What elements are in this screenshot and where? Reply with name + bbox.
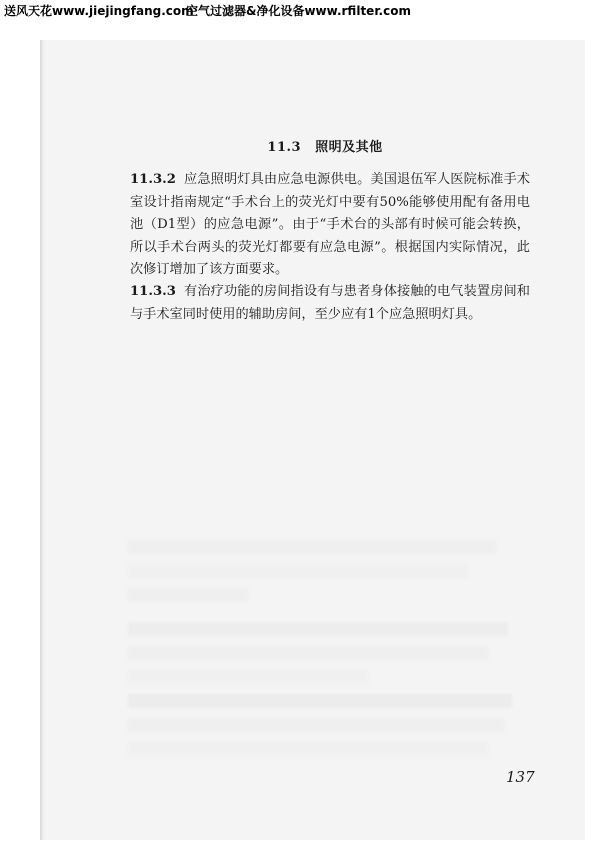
header-right-link[interactable]: 空气过滤器&净化设备www.rfilter.com (186, 4, 411, 18)
clause-text: 有治疗功能的房间指设有与患者身体接触的电气装置房间和与手术室同时使用的辅助房间，至少应有1个应急照明灯具。 (130, 284, 530, 322)
watermark-header (0, 0, 600, 18)
section-heading (0, 136, 600, 155)
section-title: 照明及其他 (315, 140, 383, 155)
page-binding-shadow (40, 40, 44, 840)
clause-11-3-2 (130, 169, 530, 282)
page-number: 137 (506, 768, 535, 786)
clause-number: 11.3.2 (130, 172, 176, 187)
header-left-link[interactable]: 送风天花www.jiejingfang.com (4, 4, 194, 18)
section-number: 11.3 (267, 140, 302, 155)
clause-text: 应急照明灯具由应急电源供电。美国退伍军人医院标准手术室设计指南规定“手术台上的荧光灯中要有50%能够使用配有备用电池（D1型）的应急电源”。由于“手术台的头部有时候可能会转换，所以手术台两头的荧光灯都要有应急电源”。根据国内实际情况，此次修订增加了该方面要求。 (130, 172, 530, 277)
bleed-through-texture (128, 540, 528, 756)
clause-number: 11.3.3 (130, 284, 176, 299)
clause-11-3-3 (130, 281, 530, 326)
